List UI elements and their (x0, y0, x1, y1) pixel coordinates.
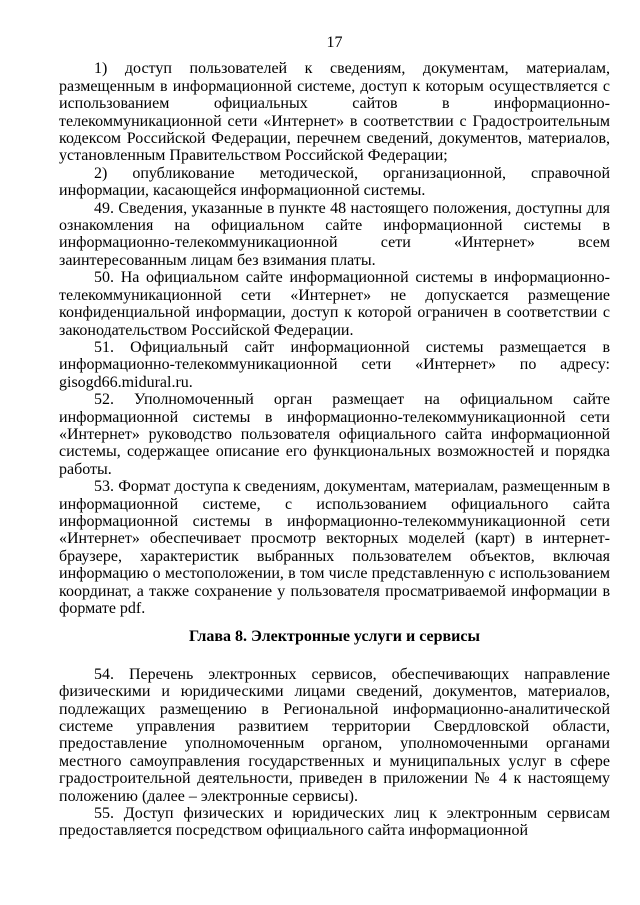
paragraph-54: 54. Перечень электронных сервисов, обеспечивающих направление физическими и юридическими лицами сведений, документов, материалов, подлежащих размещению в Региональной информационно-аналитической системе управления развитием территории Свердловской области, предоставление уполномоченным органом, уполномоченными органами местного самоуправления государственных и муниципальных услуг в сфере градостроительной деятельности, приведен в приложении № 4 к настоящему положению (далее – электронные сервисы). (59, 665, 610, 805)
page-number: 17 (326, 34, 343, 51)
paragraph-item-2: 2) опубликование методической, организационной, справочной информации, касающейся информационной системы. (59, 164, 610, 200)
paragraph-53: 53. Формат доступа к сведениям, документам, материалам, размещенным в информационной системе, с использованием официального сайта информационной системы в информационно-телекоммуникационной сети «Интернет» обеспечивает просмотр векторных моделей (карт) в интернет-браузере, характеристик выбранных пользователем объектов, включая информацию о местоположении, в том числе представленную с использованием координат, а также сохранение у пользователя просматриваемой информации в формате pdf. (59, 478, 610, 617)
chapter-8-heading: Глава 8. Электронные услуги и сервисы (189, 628, 480, 646)
paragraph-51: 51. Официальный сайт информационной системы размещается в информационно-телекоммуникационной сети «Интернет» по адресу: gisogd66.midural.ru. (59, 338, 610, 391)
paragraph-50: 50. На официальном сайте информационной системы в информационно-телекоммуникационной сети «Интернет» не допускается размещение конфиденциальной информации, доступ к которой ограничен в соответствии с законодательством Российской Федерации. (59, 269, 610, 339)
paragraph-52: 52. Уполномоченный орган размещает на официальном сайте информационной системы в информационно-телекоммуникационной сети «Интернет» руководство пользователя официального сайта информационной системы, содержащее описание его функциональных возможностей и порядка работы. (59, 391, 610, 478)
paragraph-49: 49. Сведения, указанные в пункте 48 настоящего положения, доступны для ознакомления на официальном сайте информационной системы в информационно-телекоммуникационной сети «Интернет» всем заинтересованным лицам без взимания платы. (59, 199, 610, 269)
paragraph-item-1: 1) доступ пользователей к сведениям, документам, материалам, размещенным в информационной системе, доступ к которым осуществляется с использованием официальных сайтов в информационно-телекоммуникационной сети «Интернет» в соответствии с Градостроительным кодексом Российской Федерации, перечнем сведений, документов, материалов, установленным Правительством Российской Федерации; (59, 60, 610, 165)
paragraph-55: 55. Доступ физических и юридических лиц к электронным сервисам предоставляется посредством официального сайта информационной (59, 805, 610, 840)
